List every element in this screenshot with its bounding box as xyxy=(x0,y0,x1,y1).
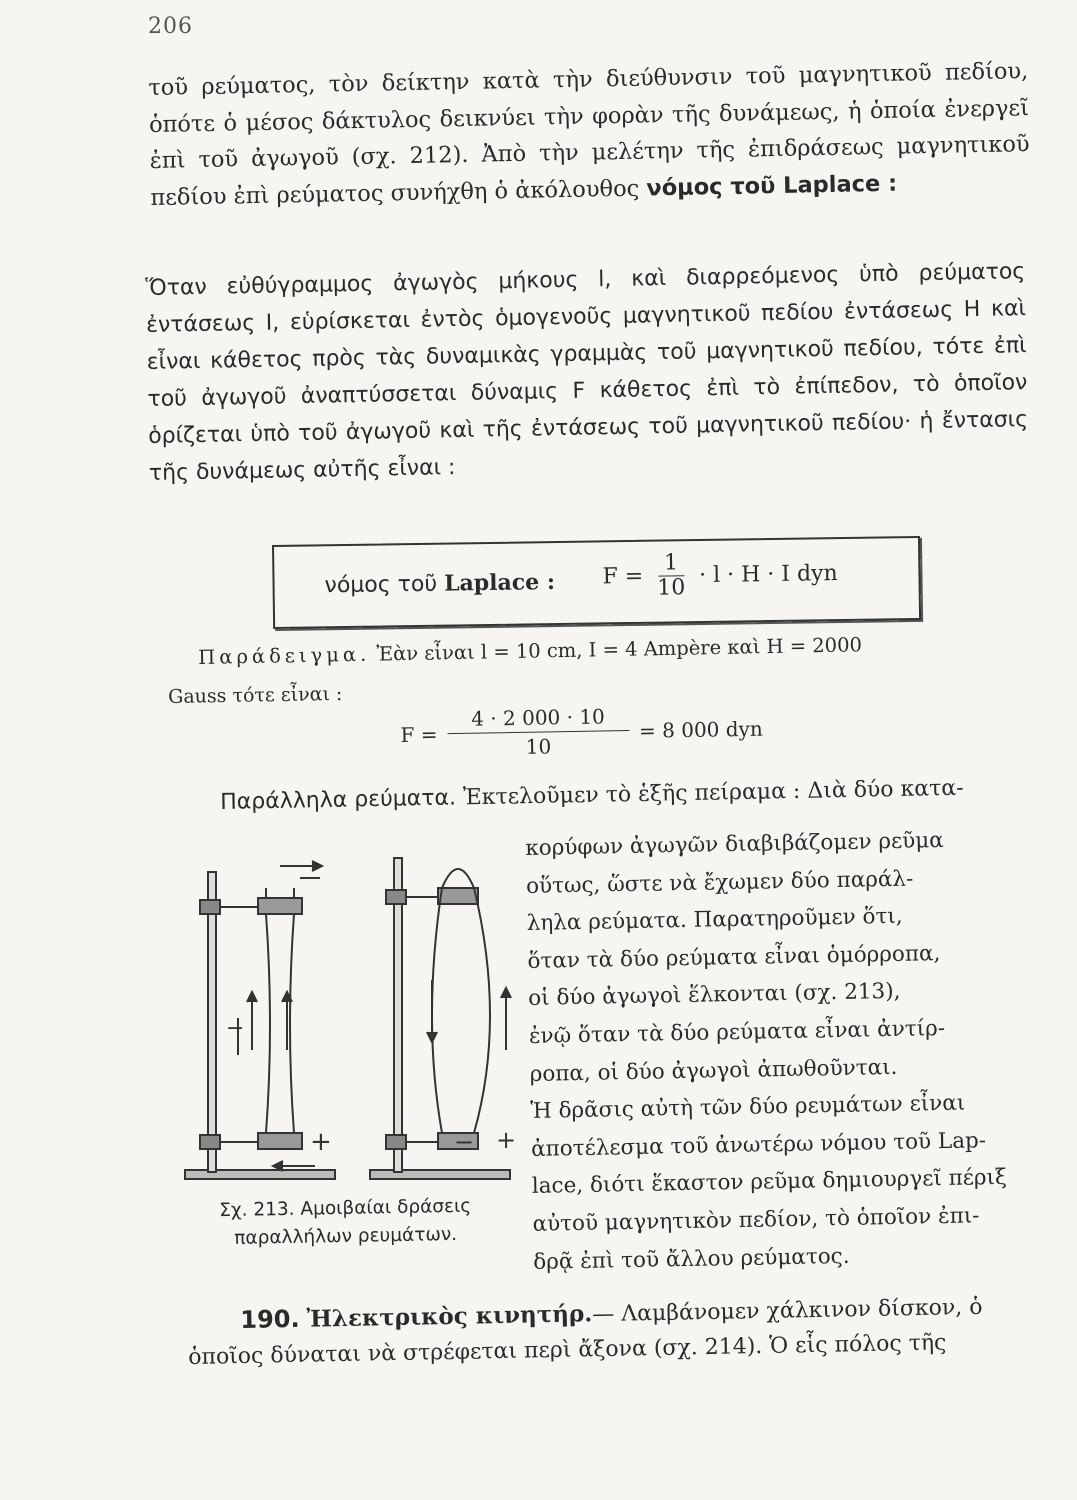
parallel-first-text: Ἐκτελοῦμεν τὸ ἑξῆς πείραμα : Διὰ δύο κατα- xyxy=(462,775,964,811)
paragraph-line: κορύφων ἀγωγῶν διαβιβάζομεν ρεῦμα xyxy=(525,827,944,861)
law-paragraph: Ὅταν εὐθύγραμμος ἀγωγὸς μήκους l, καὶ διαρρεόμενος ὑπὸ ρεύματος ἐντάσεως I, εὑρίσκεται ἐντὸς ὁμογενοῦς μαγνητικοῦ πεδίου ἐντάσεως H καὶ εἶναι κάθετος πρὸς τὰς δυναμικὰς γραμμὰς τοῦ μαγνητικοῦ πεδίου, τότε ἐπὶ τοῦ ἀγωγοῦ ἀναπτύσσεται δύναμις F κάθετος ἐπὶ τὸ ἐπίπεδον, τὸ ὁποῖον ὁρίζεται ὑπὸ τοῦ ἀγωγοῦ καὶ τῆς ἐντάσεως τοῦ μαγνητικοῦ πεδίου· ἡ ἔντασις τῆς δυνάμεως αὐτῆς εἶναι : xyxy=(145,259,1029,486)
caption-line-2: παραλλήλων ρευμάτων. xyxy=(234,1223,458,1249)
paragraph-line: lace, διότι ἕκαστον ρεῦμα δημιουργεῖ πέριξ xyxy=(531,1165,1008,1200)
right-stand-pole xyxy=(394,858,402,1172)
paragraph-line: αὐτοῦ μαγνητικὸν πεδίον, τὸ ὁποῖον ἐπι- xyxy=(532,1203,980,1237)
left-conductor-b xyxy=(290,914,294,1133)
law-frac-num: 1 xyxy=(658,551,684,576)
example-line-1 xyxy=(198,627,1028,673)
left-top-holder xyxy=(258,898,302,914)
law-formula xyxy=(602,549,838,601)
right-minus-sign: − xyxy=(454,1128,475,1156)
example-line-2: Gauss τότε εἶναι : xyxy=(168,682,343,708)
paragraph-line: δρᾷ ἐπὶ τοῦ ἄλλου ρεύματος. xyxy=(533,1243,850,1275)
parallel-heading: Παράλληλα ρεύματα. xyxy=(220,785,457,815)
figure-caption xyxy=(170,1192,521,1254)
left-minus-sign: − xyxy=(226,1016,245,1041)
example-line1-rest: Ἐὰν εἶναι l = 10 cm, I = 4 Ampère καὶ H = 2000 xyxy=(376,633,863,666)
example-rhs: = 8 000 dyn xyxy=(638,716,763,743)
paragraph-line: ληλα ρεύματα. Παρατηροῦμεν ὅτι, xyxy=(526,903,903,937)
right-top-clamp xyxy=(386,890,406,904)
figure-213-parallel-currents xyxy=(170,850,520,1195)
right-plus-sign: + xyxy=(496,1126,517,1154)
section-190-second-line: ὁποῖος δύναται νὰ στρέφεται περὶ ἄξονα (σχ. 214). Ὁ εἷς πόλος τῆς xyxy=(188,1330,947,1370)
example-equation xyxy=(400,700,763,763)
left-bottom-clamp xyxy=(200,1135,220,1149)
right-top-holder xyxy=(438,888,478,904)
parallel-first-line xyxy=(220,776,964,815)
laplace-law-box xyxy=(272,536,921,629)
example-lhs: F = xyxy=(400,721,438,747)
intro-paragraph xyxy=(148,53,1031,216)
left-stand-pole xyxy=(208,872,216,1172)
paragraph-line: ροπα, οἱ δύο ἀγωγοὶ ἀπωθοῦνται. xyxy=(529,1054,898,1087)
paragraph-line: οἱ δύο ἀγωγοὶ ἕλκονται (σχ. 213), xyxy=(528,979,901,1012)
example-frac-den: 10 xyxy=(525,734,552,759)
right-conductor-a xyxy=(432,888,442,1133)
left-plus-sign: + xyxy=(310,1127,332,1157)
law-lhs: F = xyxy=(602,563,644,590)
left-conductor-a xyxy=(266,914,270,1133)
paragraph-line: ὅταν τὰ δύο ρεύματα εἶναι ὁμόρροπα, xyxy=(527,940,941,974)
paragraph-line: οὕτως, ὥστε νὰ ἔχωμεν δύο παράλ- xyxy=(525,866,914,899)
law-rhs: · l · H · I dyn xyxy=(698,561,838,589)
intro-bold-heading: νόμος τοῦ Laplace : xyxy=(646,170,898,201)
example-frac-num: 4 · 2 000 · 10 xyxy=(447,702,629,734)
left-bottom-holder xyxy=(258,1133,302,1149)
section-title: Ἠλεκτρικὸς κινητήρ. xyxy=(306,1300,593,1333)
right-base xyxy=(370,1170,510,1179)
paragraph-line: ἐνῷ ὅταν τὰ δύο ρεύματα εἶναι ἀντίρ- xyxy=(528,1015,946,1049)
law-label-greek: νόμος τοῦ xyxy=(324,571,438,599)
left-top-clamp xyxy=(200,900,220,914)
section-line1-rest: — Λαμβάνομεν χάλκινον δίσκον, ὁ xyxy=(592,1294,983,1328)
law-label-name: Laplace : xyxy=(443,569,556,597)
paragraph-line: Ἡ δρᾶσις αὐτὴ τῶν δύο ρευμάτων εἶναι xyxy=(530,1090,966,1125)
right-bottom-clamp xyxy=(386,1135,406,1149)
caption-line-1: Σχ. 213. Αμοιβαίαι δράσεις xyxy=(219,1195,472,1222)
section-number: 190. xyxy=(240,1304,300,1334)
paragraph-line: ἀποτέλεσμα τοῦ ἀνωτέρω νόμου τοῦ Lap- xyxy=(530,1127,987,1162)
intro-text: τοῦ ρεύματος, τὸν δείκτην κατὰ τὴν διεύθυνσιν τοῦ μαγνητικοῦ πεδίου, ὁπότε ὁ μέσος δάκτυλος δεικνύει τὴν φορὰν τῆς δυνάμεως, ἡ ὁποία ἐνεργεῖ ἐπὶ τοῦ ἀγωγοῦ (σχ. 212). Ἀπὸ τὴν μελέτην τῆς ἐπιδράσεως μαγνητικοῦ πεδίου ἐπὶ ρεύματος συνήχθη ὁ ἀκόλουθος xyxy=(148,58,1030,211)
right-conductor-b xyxy=(474,888,490,1133)
example-label: Παράδειγμα. xyxy=(198,642,371,669)
example-fraction xyxy=(447,702,630,762)
page-number: 206 xyxy=(148,14,193,39)
law-frac-den: 10 xyxy=(657,575,686,601)
law-fraction xyxy=(651,551,692,601)
law-label xyxy=(324,569,555,598)
parallel-paragraph xyxy=(525,820,1044,1281)
